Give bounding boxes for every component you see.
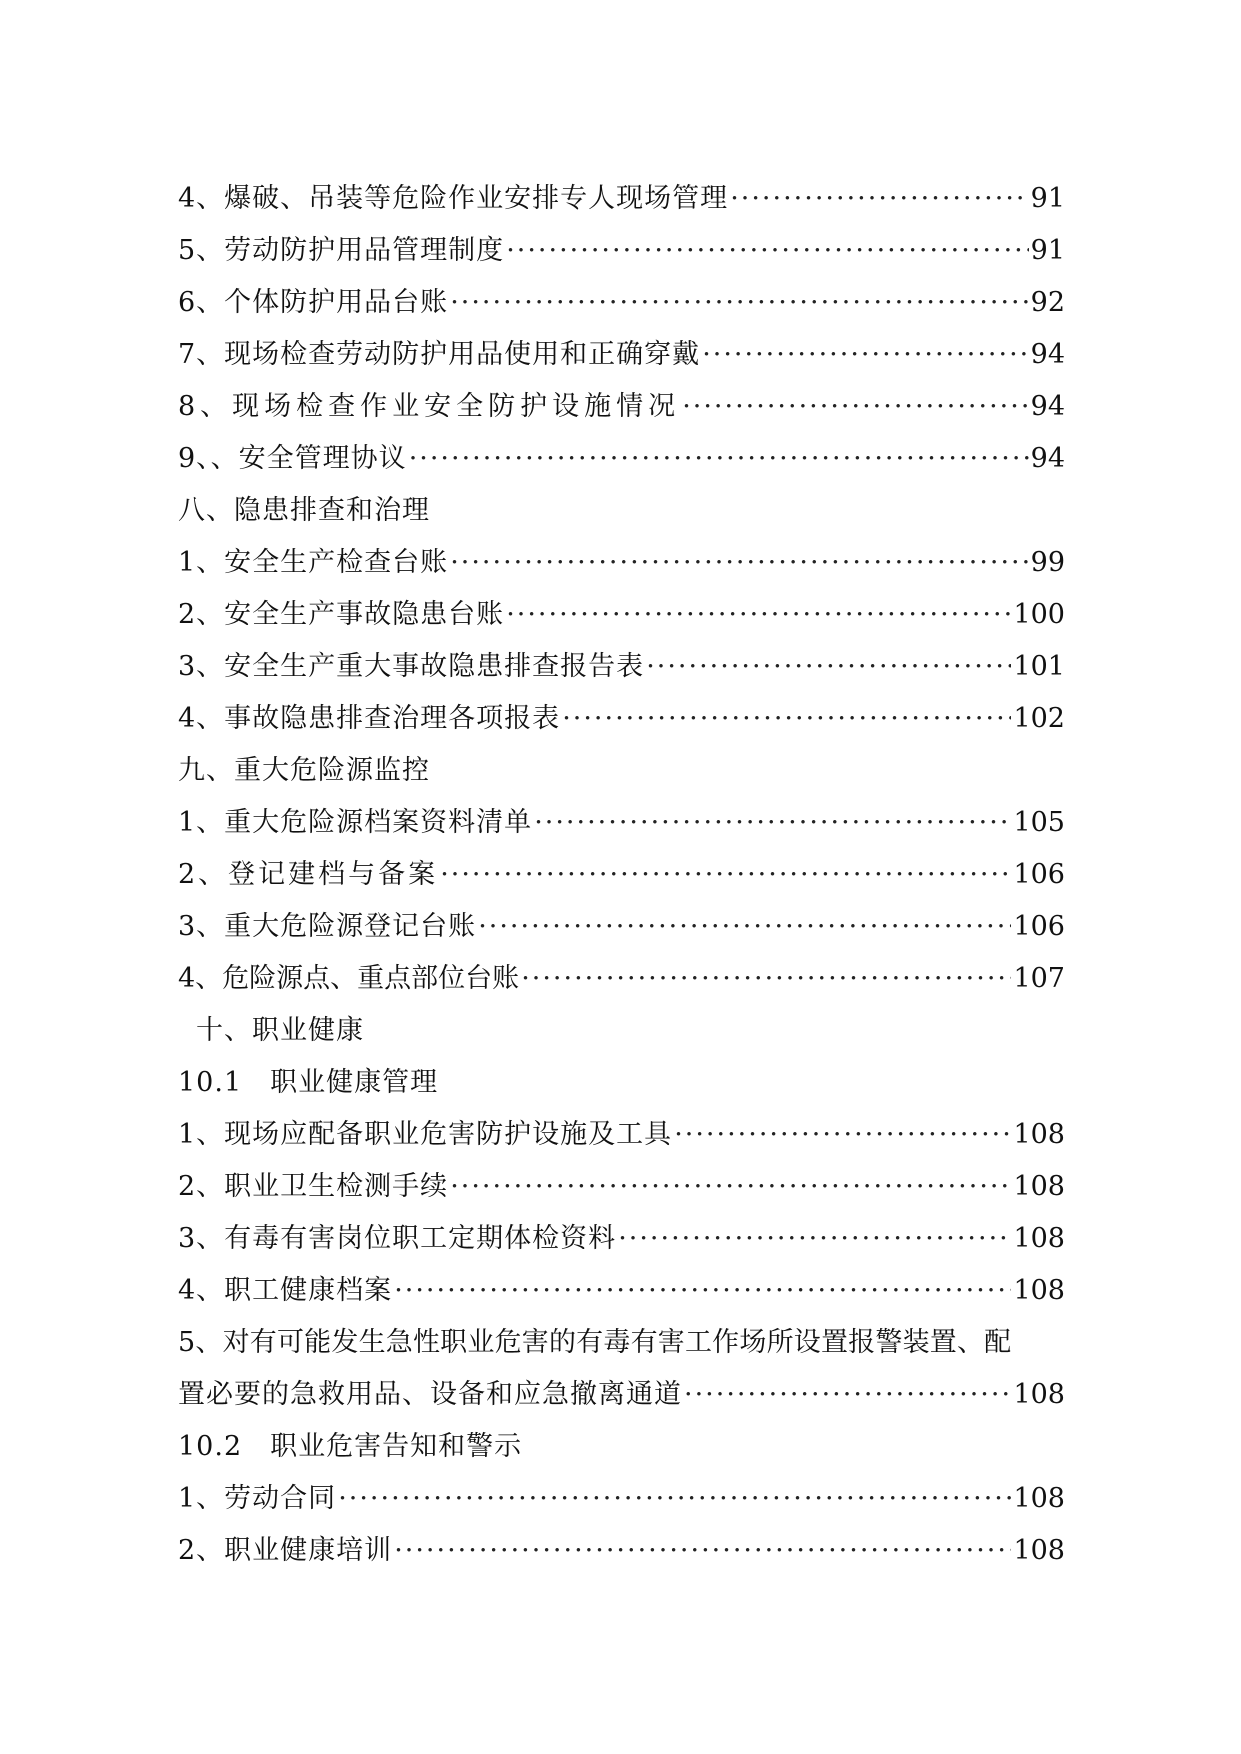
toc-entry[interactable] [178, 381, 1065, 433]
toc-entry-page: 108 [1013, 1223, 1065, 1254]
toc-entry[interactable] [178, 1213, 1065, 1265]
toc-entry-title: 1、劳动合同 [178, 1483, 337, 1514]
toc-entry-title: 1、现场应配备职业危害防护设施及工具 [178, 1119, 673, 1150]
toc-entry-title: 9、、安全管理协议 [178, 443, 407, 474]
toc-subsection-title: 10.1 职业健康管理 [178, 1067, 439, 1098]
toc-section-title: 八、隐患排查和治理 [178, 495, 430, 526]
toc-entry-page: 92 [1030, 287, 1065, 318]
toc-dot-leader [440, 849, 1011, 901]
toc-dot-leader [394, 1265, 1011, 1317]
toc-entry-page: 106 [1013, 859, 1065, 890]
toc-dot-leader [702, 329, 1028, 381]
toc-entry[interactable] [178, 173, 1065, 225]
toc-entry-page: 105 [1013, 807, 1065, 838]
toc-entry-title: 1、安全生产检查台账 [178, 547, 449, 578]
toc-entry-page: 94 [1030, 391, 1065, 422]
toc-dot-leader [562, 693, 1011, 745]
toc-entry-title: 2、安全生产事故隐患台账 [178, 599, 505, 630]
toc-entry-title: 2、职业健康培训 [178, 1535, 393, 1566]
toc-dot-leader [450, 277, 1028, 329]
toc-entry-page: 94 [1030, 339, 1065, 370]
toc-entry-wrapped-line2[interactable] [178, 1369, 1065, 1421]
toc-dot-leader [409, 433, 1029, 485]
toc-entry-page: 99 [1030, 547, 1065, 578]
toc-entry[interactable] [178, 953, 1065, 1005]
toc-entry[interactable] [178, 849, 1065, 901]
toc-subsection-heading[interactable] [178, 1421, 1065, 1473]
toc-entry-page: 108 [1013, 1119, 1065, 1150]
toc-entry-title: 3、重大危险源登记台账 [178, 911, 477, 942]
toc-entry[interactable] [178, 1473, 1065, 1525]
toc-entry[interactable] [178, 797, 1065, 849]
toc-dot-leader [730, 173, 1028, 225]
toc-entry[interactable] [178, 329, 1065, 381]
toc-dot-leader [506, 589, 1011, 641]
toc-dot-leader [394, 1525, 1011, 1577]
toc-entry-page: 91 [1030, 235, 1065, 266]
toc-entry[interactable] [178, 537, 1065, 589]
toc-entry-page: 101 [1013, 651, 1065, 682]
toc-entry-title: 4、事故隐患排查治理各项报表 [178, 703, 561, 734]
toc-entry-title: 4、危险源点、重点部位台账 [178, 963, 520, 994]
toc-entry-page: 94 [1030, 443, 1065, 474]
toc-entry-title: 4、爆破、吊装等危险作业安排专人现场管理 [178, 183, 729, 214]
toc-entry[interactable] [178, 1265, 1065, 1317]
toc-dot-leader [674, 1109, 1011, 1161]
toc-entry-title: 4、职工健康档案 [178, 1275, 393, 1306]
toc-dot-leader [521, 953, 1011, 1005]
toc-entry[interactable] [178, 641, 1065, 693]
toc-dot-leader [618, 1213, 1011, 1265]
toc-section-heading[interactable] [178, 745, 1065, 797]
toc-dot-leader [478, 901, 1011, 953]
toc-entry-title: 3、有毒有害岗位职工定期体检资料 [178, 1223, 617, 1254]
toc-entry[interactable] [178, 1525, 1065, 1577]
toc-entry-page: 91 [1030, 183, 1065, 214]
toc-subsection-heading[interactable] [178, 1057, 1065, 1109]
toc-entry-title: 2、登记建档与备案 [178, 859, 439, 890]
toc-entry-title: 3、安全生产重大事故隐患排查报告表 [178, 651, 645, 682]
toc-section-heading[interactable] [178, 485, 1065, 537]
toc-entry-page: 108 [1013, 1275, 1065, 1306]
toc-dot-leader [506, 225, 1028, 277]
toc-entry-wrapped-line1[interactable] [178, 1317, 1065, 1369]
toc-dot-leader [450, 537, 1028, 589]
toc-entry[interactable] [178, 433, 1065, 485]
toc-entry-page: 102 [1013, 703, 1065, 734]
toc-entry[interactable] [178, 1161, 1065, 1213]
toc-entry-title: 2、职业卫生检测手续 [178, 1171, 449, 1202]
toc-entry-title: 1、重大危险源档案资料清单 [178, 807, 533, 838]
table-of-contents [178, 173, 1065, 1577]
toc-section-heading[interactable] [178, 1005, 1065, 1057]
toc-entry[interactable] [178, 589, 1065, 641]
toc-entry-title-line2: 置必要的急救用品、设备和应急撤离通道 [178, 1379, 682, 1410]
toc-entry-title-line1: 5、对有可能发生急性职业危害的有毒有害工作场所设置报警装置、配 [178, 1327, 1012, 1358]
toc-entry-title: 6、个体防护用品台账 [178, 287, 449, 318]
toc-entry-title: 5、劳动防护用品管理制度 [178, 235, 505, 266]
toc-entry-page: 107 [1013, 963, 1065, 994]
toc-entry-title: 7、现场检查劳动防护用品使用和正确穿戴 [178, 339, 701, 370]
toc-dot-leader [338, 1473, 1011, 1525]
toc-dot-leader [684, 1369, 1011, 1421]
toc-entry[interactable] [178, 901, 1065, 953]
toc-entry-page: 108 [1013, 1171, 1065, 1202]
toc-subsection-title: 10.2 职业危害告知和警示 [178, 1431, 523, 1462]
toc-entry-page: 100 [1013, 599, 1065, 630]
toc-dot-leader [682, 381, 1028, 433]
toc-section-title: 十、职业健康 [196, 1015, 364, 1046]
toc-entry-title: 8、现场检查作业安全防护设施情况 [178, 391, 681, 422]
toc-section-title: 九、重大危险源监控 [178, 755, 430, 786]
toc-dot-leader [534, 797, 1011, 849]
toc-dot-leader [450, 1161, 1011, 1213]
toc-entry[interactable] [178, 277, 1065, 329]
toc-entry[interactable] [178, 225, 1065, 277]
toc-entry-page: 108 [1013, 1379, 1065, 1410]
toc-entry-page: 108 [1013, 1483, 1065, 1514]
toc-entry-page: 108 [1013, 1535, 1065, 1566]
toc-entry[interactable] [178, 693, 1065, 745]
toc-entry-page: 106 [1013, 911, 1065, 942]
toc-dot-leader [646, 641, 1011, 693]
toc-entry[interactable] [178, 1109, 1065, 1161]
